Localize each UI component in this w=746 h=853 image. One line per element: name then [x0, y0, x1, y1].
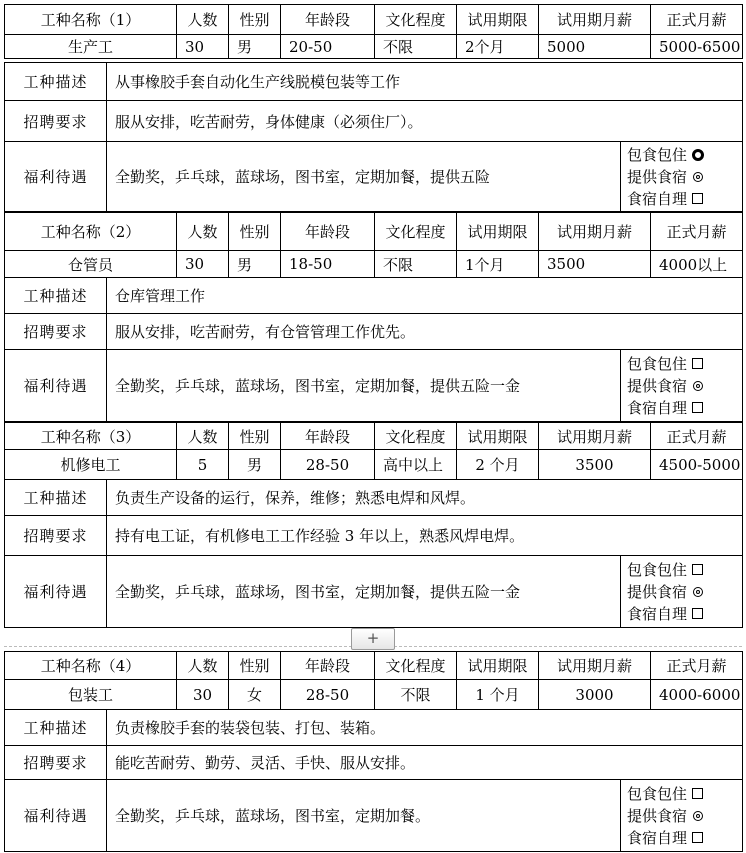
job-salary: 4000以上 — [651, 251, 743, 278]
job-trial: 1 个月 — [457, 680, 539, 710]
accommodation-options — [621, 780, 743, 852]
job-benefit: 全勤奖，乒乓球，蓝球场，图书室，定期加餐，提供五险一金 — [107, 350, 621, 422]
header-education: 文化程度 — [375, 652, 457, 680]
header-age: 年龄段 — [281, 5, 375, 35]
header-salary: 正式月薪 — [651, 213, 743, 251]
desc-label: 工种描述 — [5, 480, 107, 516]
header-salary: 正式月薪 — [651, 423, 743, 450]
job-count: 30 — [177, 251, 229, 278]
checkbox-icon[interactable] — [692, 402, 703, 413]
header-trial-salary: 试用期月薪 — [539, 423, 651, 450]
option-board-lodging[interactable]: 包食包住 — [627, 353, 742, 375]
job-age: 20-50 — [281, 35, 375, 59]
job-detail-4 — [4, 709, 743, 852]
option-provide-lodging[interactable]: 提供食宿 — [627, 375, 742, 397]
header-trial: 试用期限 — [457, 5, 539, 35]
accommodation-options — [621, 556, 743, 628]
job-block-2 — [4, 212, 743, 278]
job-name: 生产工 — [5, 35, 177, 59]
header-count: 人数 — [177, 213, 229, 251]
job-detail-2 — [4, 277, 743, 422]
job-desc: 仓库管理工作 — [107, 278, 743, 314]
option-board-lodging[interactable]: 包食包住 — [627, 144, 742, 166]
job-desc: 负责橡胶手套的装袋包装、打包、装箱。 — [107, 710, 743, 746]
job-header-row — [5, 423, 743, 450]
job-name: 包装工 — [5, 680, 177, 710]
checkbox-icon[interactable] — [692, 564, 703, 575]
header-education: 文化程度 — [375, 5, 457, 35]
header-age: 年龄段 — [281, 213, 375, 251]
option-self-lodging[interactable]: 食宿自理 — [627, 827, 742, 849]
job-value-row — [5, 35, 743, 59]
benefit-label: 福利待遇 — [5, 350, 107, 422]
job-count: 5 — [177, 450, 229, 480]
job-header-row — [5, 213, 743, 251]
checkbox-icon[interactable] — [692, 358, 703, 369]
option-self-lodging[interactable]: 食宿自理 — [627, 397, 742, 419]
header-count: 人数 — [177, 5, 229, 35]
accommodation-options — [621, 142, 743, 212]
job-value-row — [5, 450, 743, 480]
job-detail-3 — [4, 479, 743, 628]
job-benefit: 全勤奖，乒乓球，蓝球场，图书室，定期加餐。 — [107, 780, 621, 852]
desc-label: 工种描述 — [5, 63, 107, 101]
job-education: 高中以上 — [375, 450, 457, 480]
job-desc: 从事橡胶手套自动化生产线脱模包装等工作 — [107, 63, 743, 101]
header-education: 文化程度 — [375, 423, 457, 450]
header-trial: 试用期限 — [457, 423, 539, 450]
job-count: 30 — [177, 680, 229, 710]
job-benefit: 全勤奖，乒乓球，蓝球场，图书室，定期加餐，提供五险一金 — [107, 556, 621, 628]
job-name-header: 工种名称（1） — [5, 5, 177, 35]
add-row-button[interactable]: + — [351, 628, 395, 650]
job-name-header: 工种名称（4） — [5, 652, 177, 680]
job-req: 能吃苦耐劳、勤劳、灵活、手快、服从安排。 — [107, 746, 743, 780]
job-salary: 5000-6500 — [651, 35, 743, 59]
job-value-row — [5, 680, 743, 710]
req-label: 招聘要求 — [5, 516, 107, 556]
job-trial-salary: 3500 — [539, 251, 651, 278]
header-salary: 正式月薪 — [651, 5, 743, 35]
job-trial-salary: 3500 — [539, 450, 651, 480]
job-benefit: 全勤奖，乒乓球，蓝球场，图书室，定期加餐，提供五险 — [107, 142, 621, 212]
radio-icon[interactable] — [693, 811, 703, 821]
job-education: 不限 — [375, 251, 457, 278]
desc-label: 工种描述 — [5, 278, 107, 314]
header-trial-salary: 试用期月薪 — [539, 5, 651, 35]
option-provide-lodging[interactable]: 提供食宿 — [627, 581, 742, 603]
job-req: 持有电工证，有机修电工工作经验 3 年以上，熟悉风焊电焊。 — [107, 516, 743, 556]
job-detail-1 — [4, 62, 743, 212]
job-trial: 1个月 — [457, 251, 539, 278]
header-gender: 性别 — [229, 652, 281, 680]
job-gender: 男 — [229, 251, 281, 278]
job-salary: 4000-6000 — [651, 680, 743, 710]
job-req: 服从安排，吃苦耐劳，有仓管管理工作优先。 — [107, 314, 743, 350]
job-age: 28-50 — [281, 450, 375, 480]
req-label: 招聘要求 — [5, 314, 107, 350]
option-self-lodging[interactable]: 食宿自理 — [627, 603, 742, 625]
job-name: 机修电工 — [5, 450, 177, 480]
job-name-header: 工种名称（2） — [5, 213, 177, 251]
radio-selected-icon[interactable] — [692, 149, 704, 161]
header-trial: 试用期限 — [457, 652, 539, 680]
job-block-3 — [4, 422, 743, 480]
header-trial: 试用期限 — [457, 213, 539, 251]
radio-icon[interactable] — [693, 172, 703, 182]
job-education: 不限 — [375, 35, 457, 59]
option-provide-lodging[interactable]: 提供食宿 — [627, 166, 742, 188]
job-value-row — [5, 251, 743, 278]
job-block-4 — [4, 651, 743, 710]
job-trial: 2 个月 — [457, 450, 539, 480]
job-header-row — [5, 5, 743, 35]
header-count: 人数 — [177, 652, 229, 680]
radio-icon[interactable] — [693, 587, 703, 597]
header-age: 年龄段 — [281, 652, 375, 680]
checkbox-icon[interactable] — [692, 788, 703, 799]
desc-label: 工种描述 — [5, 710, 107, 746]
job-desc: 负责生产设备的运行，保养，维修；熟悉电焊和风焊。 — [107, 480, 743, 516]
checkbox-icon[interactable] — [692, 832, 703, 843]
job-header-row — [5, 652, 743, 680]
job-name: 仓管员 — [5, 251, 177, 278]
checkbox-icon[interactable] — [692, 608, 703, 619]
header-education: 文化程度 — [375, 213, 457, 251]
accommodation-options — [621, 350, 743, 422]
req-label: 招聘要求 — [5, 746, 107, 780]
header-gender: 性别 — [229, 423, 281, 450]
benefit-label: 福利待遇 — [5, 556, 107, 628]
header-salary: 正式月薪 — [651, 652, 743, 680]
header-gender: 性别 — [229, 213, 281, 251]
option-self-lodging[interactable]: 食宿自理 — [627, 188, 742, 210]
job-education: 不限 — [375, 680, 457, 710]
header-count: 人数 — [177, 423, 229, 450]
job-req: 服从安排，吃苦耐劳，身体健康（必须住厂）。 — [107, 101, 743, 142]
header-trial-salary: 试用期月薪 — [539, 213, 651, 251]
job-gender: 男 — [229, 450, 281, 480]
header-gender: 性别 — [229, 5, 281, 35]
radio-icon[interactable] — [693, 381, 703, 391]
job-trial-salary: 3000 — [539, 680, 651, 710]
header-age: 年龄段 — [281, 423, 375, 450]
job-block-1 — [4, 4, 743, 59]
header-trial-salary: 试用期月薪 — [539, 652, 651, 680]
job-age: 28-50 — [281, 680, 375, 710]
benefit-label: 福利待遇 — [5, 142, 107, 212]
option-board-lodging[interactable]: 包食包住 — [627, 783, 742, 805]
job-trial: 2个月 — [457, 35, 539, 59]
req-label: 招聘要求 — [5, 101, 107, 142]
option-provide-lodging[interactable]: 提供食宿 — [627, 805, 742, 827]
job-age: 18-50 — [281, 251, 375, 278]
job-salary: 4500-5000 — [651, 450, 743, 480]
benefit-label: 福利待遇 — [5, 780, 107, 852]
checkbox-icon[interactable] — [692, 193, 703, 204]
job-name-header: 工种名称（3） — [5, 423, 177, 450]
job-gender: 女 — [229, 680, 281, 710]
job-count: 30 — [177, 35, 229, 59]
job-gender: 男 — [229, 35, 281, 59]
job-trial-salary: 5000 — [539, 35, 651, 59]
option-board-lodging[interactable]: 包食包住 — [627, 559, 742, 581]
